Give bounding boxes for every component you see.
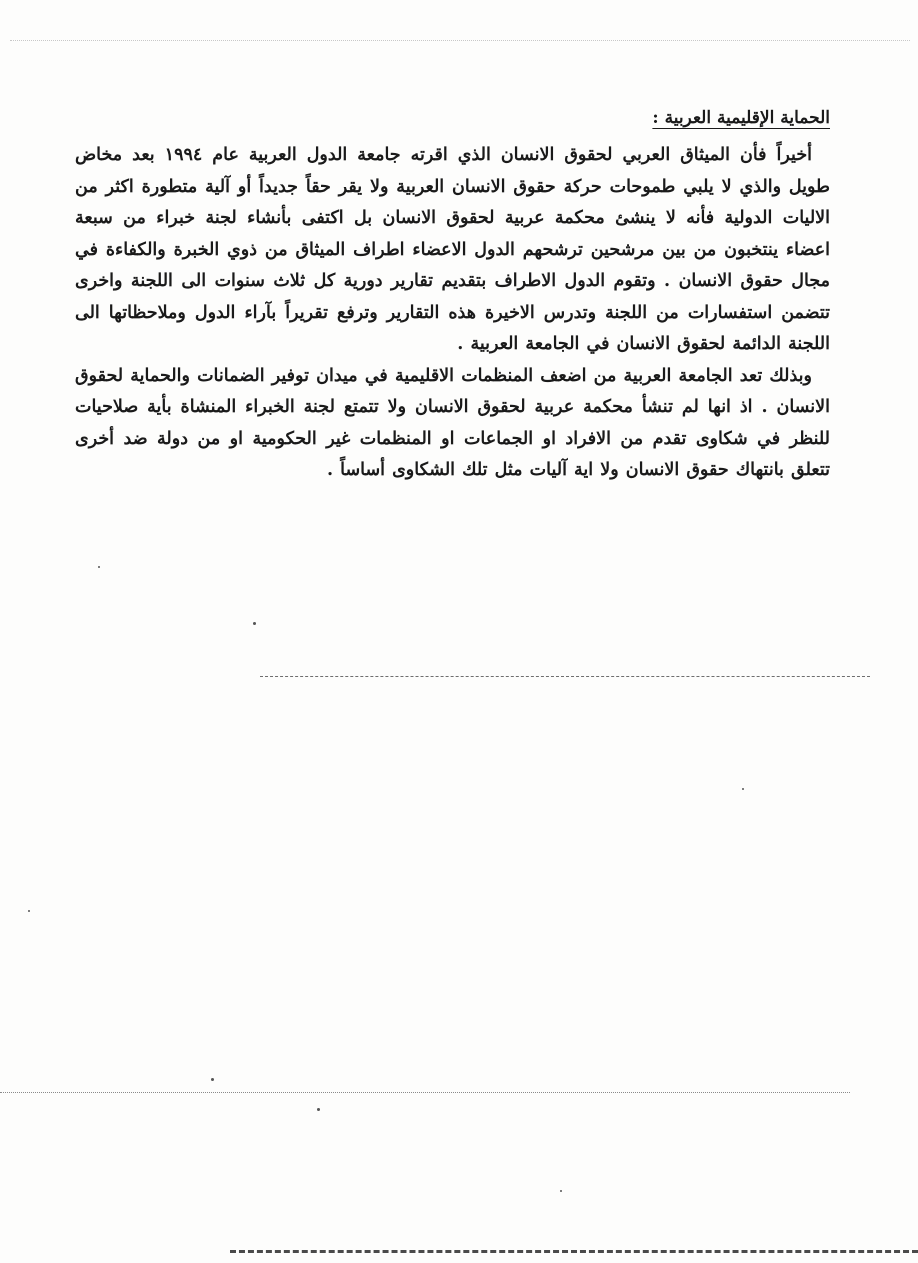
paragraph: أخيراً فأن الميثاق العربي لحقوق الانسان الذي اقرته جامعة الدول العربية عام ١٩٩٤ بعد مخاض طويل والذي لا يلبي طموحات حركة حقوق الانسان العربية ولا يقر حقاً جديداً أو آلية متطورة اكثر من الاليات الدولية فأنه لا ينشئ محكمة عربية لحقوق الانسان بل اكتفى بأنشاء لجنة خبراء من سبعة اعضاء ينتخبون من بين مرشحين ترشحهم الدول الاعضاء اطراف الميثاق من ذوي الخبرة والكفاءة في مجال حقوق الانسان . وتقوم الدول الاطراف بتقديم تقارير دورية كل ثلاث سنوات الى اللجنة واخرى تتضمن استفسارات من اللجنة وتدرس الاخيرة هذه التقارير وترفع تقريراً بآراء الدول وملاحظاتها الى اللجنة الدائمة لحقوق الانسان في الجامعة العربية . bbox=[75, 145, 830, 354]
paragraph: وبذلك تعد الجامعة العربية من اضعف المنظمات الاقليمية في ميدان توفير الضمانات والحماية لحقوق الانسان . اذ انها لم تنشأ محكمة عربية لحقوق الانسان ولا تتمتع لجنة الخبراء المنشاة بأية صلاحيات للنظر في شكاوى تقدم من الافراد او الجماعات او المنظمات غير الحكومية او من دولة ضد أخرى تتعلق بانتهاك حقوق الانسان ولا اية آليات مثل تلك الشكاوى أساساً . bbox=[75, 365, 830, 480]
scan-artifact-line bbox=[10, 40, 910, 41]
scan-speck bbox=[560, 1190, 562, 1192]
scan-artifact-line bbox=[260, 676, 870, 677]
scan-speck bbox=[742, 788, 744, 790]
scan-speck bbox=[317, 1108, 320, 1111]
document-body bbox=[75, 108, 830, 487]
section-heading: الحماية الإقليمية العربية : bbox=[652, 108, 830, 128]
scan-artifact-line bbox=[230, 1250, 918, 1253]
scan-speck bbox=[253, 622, 256, 625]
scan-speck bbox=[211, 1078, 214, 1081]
scan-artifact-line bbox=[0, 1092, 850, 1093]
scan-speck bbox=[28, 910, 30, 912]
scan-speck bbox=[98, 566, 100, 568]
